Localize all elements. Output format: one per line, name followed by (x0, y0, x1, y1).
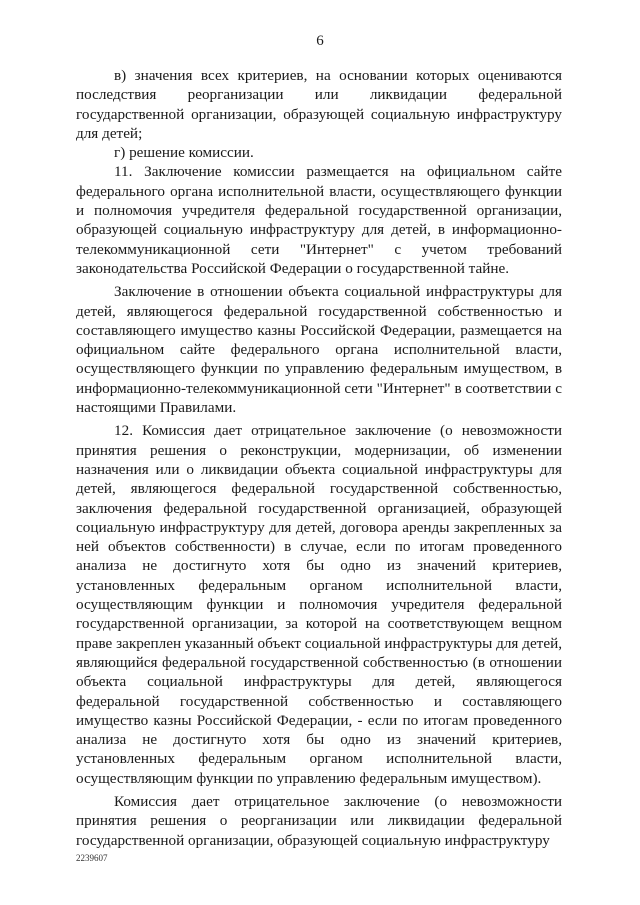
paragraph-criteria-values: в) значения всех критериев, на основании которых оцениваются последствия реорганизации или ликвидации федеральной государственной организации, образующей социальную инфраструктуру для детей; (76, 67, 562, 142)
paragraph-12-negative-conclusion: 12. Комиссия дает отрицательное заключение (о невозможности принятия решения о реконструкции, модернизации, об изменении назначения или о ликвидации объекта социальной инфраструктуры для детей, являющегося федеральной государственной собственностью, заключения федеральной государственной организацией, образующей социальную инфраструктуру для детей, договора аренды закрепленных за ней объектов собственности) в случае, если по итогам проведенного анализа не достигнуто хотя бы одно из значений критериев, установленных федеральным органом исполнительной власти, осуществляющим функции и полномочия учредителя федеральной государственной организации, за которой на соответствующем вещном праве закреплен указанный объект социальной инфраструктуры для детей, являющийся федеральной государственной собственностью (в отношении объекта социальной инфраструктуры для детей, являющегося федеральной государственной собственностью и составляющего имущество казны Российской Федерации, - если по итогам проведенного анализа не достигнуто хотя бы одно из значений критериев, установленных федеральным органом исполнительной власти, осуществляющим функции по управлению федеральным имуществом). (76, 422, 562, 787)
document-body (76, 66, 562, 850)
paragraph-treasury-property-conclusion: Заключение в отношении объекта социальной инфраструктуры для детей, являющегося федеральной государственной собственностью и составляющего имущество казны Российской Федерации, размещается на официальном сайте федерального органа исполнительной власти, осуществляющего функции по управлению федеральным имуществом, в информационно-телекоммуникационной сети "Интернет" в соответствии с настоящими Правилами. (76, 283, 562, 417)
page-number: 6 (316, 33, 324, 49)
document-code: 2239607 (76, 853, 108, 863)
paragraph-commission-decision: г) решение комиссии. (114, 144, 254, 162)
paragraph-negative-conclusion-reorganization: Комиссия дает отрицательное заключение (о невозможности принятия решения о реорганизации или ликвидации федеральной государственной организации, образующей социальную инфраструктуру (76, 792, 562, 849)
paragraph-11-publication: 11. Заключение комиссии размещается на официальном сайте федерального органа исполнительной власти, осуществляющего функции и полномочия учредителя федеральной государственной организации, образующей социальную инфраструктуру для детей, в информационно-телекоммуникационной сети "Интернет" с учетом требований законодательства Российской Федерации о государственной тайне. (76, 163, 562, 277)
